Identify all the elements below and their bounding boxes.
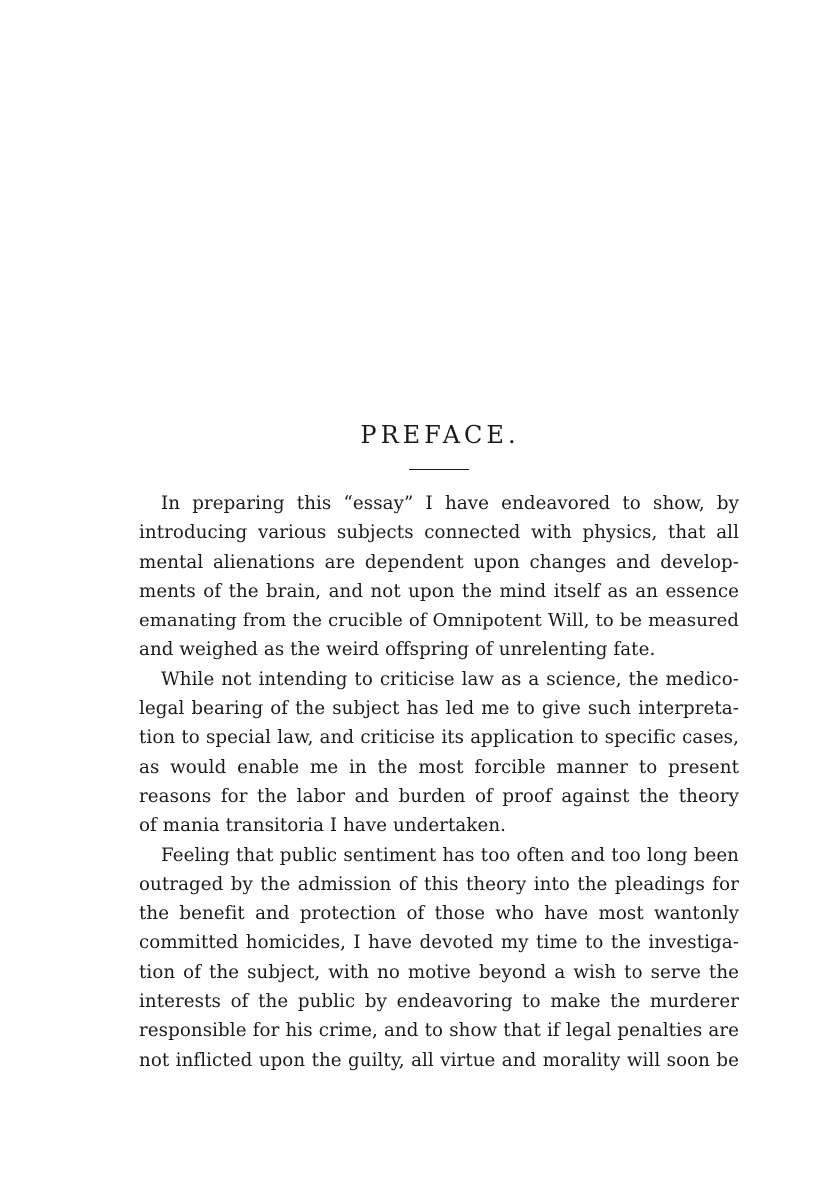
paragraph-2 [139,665,739,841]
text-line: introducing various subjects connected with physics, that all [139,522,739,544]
text-line: legal bearing of the subject has led me to give such interpreta- [139,698,739,720]
text-line: responsible for his crime, and to show that if legal penalties are [139,1020,739,1042]
text-line: not inflicted upon the guilty, all virtue and morality will soon be [139,1049,739,1071]
title-divider [409,469,469,470]
preface-body [139,489,739,1075]
page-title: PREFACE. [360,421,520,449]
text-line: While not intending to criticise law as a science, the medico- [161,668,739,690]
text-line: tion of the subject, with no motive beyond a wish to serve the [139,961,739,983]
text-line: of mania transitoria I have undertaken. [139,815,507,837]
text-line: emanating from the crucible of Omnipotent Will, to be measured [139,610,739,632]
text-line: as would enable me in the most forcible manner to present [139,756,739,778]
paragraph-3 [139,841,739,1075]
text-line: tion to special law, and criticise its application to specific cases, [139,727,739,749]
text-line: outraged by the admission of this theory into the pleadings for [139,873,739,895]
text-line: committed homicides, I have devoted my time to the investiga- [139,932,739,954]
text-line: ments of the brain, and not upon the mind itself as an essence [139,580,739,602]
text-line: mental alienations are dependent upon changes and develop- [139,551,739,573]
text-line: and weighed as the weird offspring of unrelenting fate. [139,639,656,661]
text-line: interests of the public by endeavoring to make the murderer [139,991,739,1013]
paragraph-1 [139,489,739,665]
text-line: reasons for the labor and burden of proof against the theory [139,785,739,807]
text-line: Feeling that public sentiment has too often and too long been [161,844,739,866]
text-line: In preparing this “essay” I have endeavored to show, by [161,493,739,514]
text-line: the benefit and protection of those who have most wantonly [139,903,739,925]
